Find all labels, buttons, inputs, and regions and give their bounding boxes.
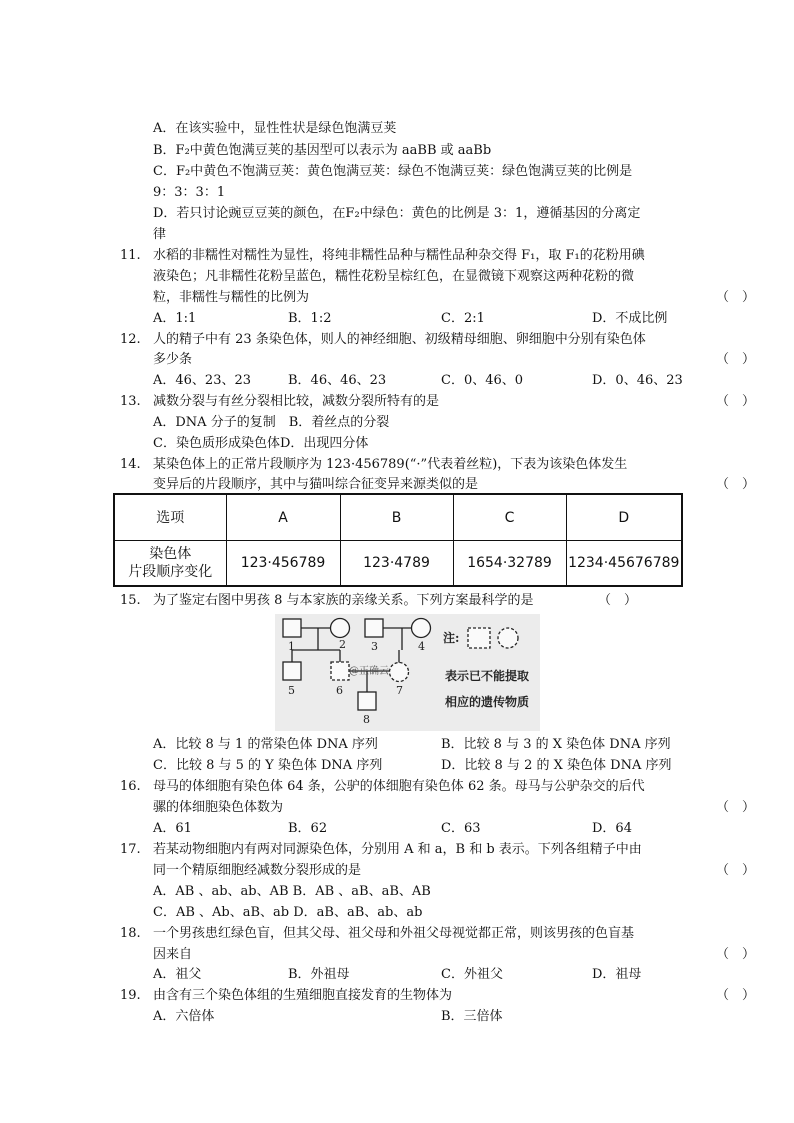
q10-option-d-cont: 律 (153, 227, 167, 242)
table-header-cell: D (566, 494, 682, 541)
pedigree-label-8: 8 (363, 713, 370, 726)
q18-option-c: C．外祖父 (441, 967, 503, 982)
q17-stem-line1: 若某动物细胞内有两对同源染色体，分别用 A 和 a，B 和 b 表示。下列各组精子中由 (153, 842, 642, 857)
q17-options-ab: A．AB 、ab、ab、AB B．AB 、aB、aB、AB (153, 884, 431, 899)
table-header-cell: A (226, 494, 340, 541)
legend-dashed-square (468, 628, 490, 648)
table-cell: 123·456789 (226, 541, 340, 587)
q15-option-a: A．比较 8 与 1 的常染色体 DNA 序列 (153, 737, 378, 752)
pedigree-male-1 (283, 619, 301, 637)
q16-answer-bracket: （ ） (716, 800, 756, 815)
q11-stem-line3: 粒，非糯性与糯性的比例为 (153, 290, 310, 305)
q13-options-cd: C．染色质形成染色体D．出现四分体 (153, 436, 369, 451)
q11-stem-line1: 水稻的非糯性对糯性为显性，将纯非糯性品种与糯性品种杂交得 F₁，取 F₁的花粉用碘 (153, 248, 645, 263)
table-row-label (114, 541, 226, 587)
q19-option-a: A．六倍体 (153, 1009, 215, 1024)
q18-stem-line2: 因来自 (153, 947, 193, 962)
q12-answer-bracket: （ ） (716, 352, 756, 367)
q15-stem-line1: 为了鉴定右图中男孩 8 与本家族的亲缘关系。下列方案最科学的是 (153, 593, 534, 608)
pedigree-female-4 (412, 619, 431, 638)
legend-note-line1: 表示已不能提取 (445, 669, 530, 683)
pedigree-label-2: 2 (339, 638, 346, 651)
q14-variation-table (113, 493, 683, 587)
row-label-line2: 片段顺序变化 (128, 564, 213, 580)
q11-option-a: A．1:1 (153, 311, 197, 326)
q17-options-cd: C．AB 、Ab、aB、ab D．aB、aB、ab、ab (153, 905, 423, 920)
q14-number: 14. (120, 457, 141, 472)
q18-answer-bracket: （ ） (716, 947, 756, 962)
q13-options-ab: A．DNA 分子的复制 B．着丝点的分裂 (153, 415, 390, 430)
pedigree-label-4: 4 (418, 640, 425, 653)
q19-number: 19. (120, 988, 141, 1003)
q12-stem-line2: 多少条 (153, 352, 193, 367)
q16-option-c: C．63 (441, 821, 481, 836)
q10-option-c-cont: 9：3：3：1 (153, 185, 226, 200)
pedigree-male-5 (283, 662, 301, 680)
q12-option-a: A．46、23、23 (153, 373, 252, 388)
legend-note-prefix: 注: (443, 631, 460, 645)
pedigree-female-7-dashed (390, 663, 409, 682)
pedigree-male-6-dashed (331, 662, 349, 680)
pedigree-label-3: 3 (371, 640, 378, 653)
table-header-cell: B (340, 494, 453, 541)
q11-option-d: D．不成比例 (592, 311, 668, 326)
q11-option-c: C．2:1 (441, 311, 485, 326)
q14-stem-line2: 变异后的片段顺序，其中与猫叫综合征变异来源类似的是 (153, 477, 479, 492)
q18-option-a: A．祖父 (153, 967, 202, 982)
table-header-cell: C (453, 494, 566, 541)
q18-stem-line1: 一个男孩患红绿色盲，但其父母、祖父母和外祖父母视觉都正常，则该男孩的色盲基 (153, 926, 635, 941)
pedigree-label-5: 5 (288, 684, 295, 697)
q11-number: 11. (120, 248, 141, 263)
pedigree-label-6: 6 (336, 684, 343, 697)
q13-answer-bracket: （ ） (716, 394, 756, 409)
q12-option-b: B．46、46、23 (288, 373, 387, 388)
q16-stem-line1: 母马的体细胞有染色体 64 条，公驴的体细胞有染色体 62 条。母马与公驴杂交的后代 (153, 779, 645, 794)
q19-stem-line1: 由含有三个染色体组的生殖细胞直接发育的生物体为 (153, 988, 453, 1003)
q12-option-c: C．0、46、0 (441, 373, 524, 388)
row-label-line1: 染色体 (149, 546, 192, 562)
q18-option-b: B．外祖母 (288, 967, 350, 982)
q16-number: 16. (120, 779, 141, 794)
pedigree-male-3 (365, 619, 383, 637)
q14-stem-line1: 某染色体上的正常片段顺序为 123·456789(“·”代表着丝粒)，下表为该染色体发生 (153, 457, 628, 472)
q11-answer-bracket: （ ） (716, 290, 756, 305)
q15-option-c: C．比较 8 与 5 的 Y 染色体 DNA 序列 (153, 758, 383, 773)
table-header-row (114, 494, 682, 541)
q19-answer-bracket: （ ） (716, 988, 756, 1003)
watermark: @正确云 (349, 666, 389, 677)
pedigree-lines (292, 628, 412, 692)
q19-option-b: B．三倍体 (441, 1009, 503, 1024)
q16-option-d: D．64 (592, 821, 632, 836)
q10-option-a: A．在该实验中，显性性状是绿色饱满豆荚 (153, 121, 397, 136)
q14-answer-bracket: （ ） (716, 477, 756, 492)
q16-stem-line2: 骡的体细胞染色体数为 (153, 800, 284, 815)
q17-number: 17. (120, 842, 141, 857)
table-cell: 123·4789 (340, 541, 453, 587)
pedigree-female-2 (331, 619, 350, 638)
q15-option-d: D．比较 8 与 2 的 X 染色体 DNA 序列 (441, 758, 672, 773)
q10-option-d: D．若只讨论豌豆豆荚的颜色，在F₂中绿色：黄色的比例是 3：1，遵循基因的分离定 (153, 206, 641, 221)
pedigree-figure (275, 614, 540, 731)
pedigree-label-7: 7 (396, 684, 403, 697)
q13-number: 13. (120, 394, 141, 409)
q15-number: 15. (120, 593, 141, 608)
table-cell: 1234·45676789 (566, 541, 682, 587)
q12-stem-line1: 人的精子中有 23 条染色体，则人的神经细胞、初级精母细胞、卵细胞中分别有染色体 (153, 332, 646, 347)
pedigree-label-1: 1 (288, 640, 295, 653)
pedigree-chart (275, 614, 540, 731)
q12-option-d: D．0、46、23 (592, 373, 683, 388)
q15-option-b: B．比较 8 与 3 的 X 染色体 DNA 序列 (441, 737, 671, 752)
q13-stem-line1: 减数分裂与有丝分裂相比较，减数分裂所特有的是 (153, 394, 440, 409)
table-row (114, 541, 682, 587)
q10-option-c: C．F₂中黄色不饱满豆荚：黄色饱满豆荚：绿色不饱满豆荚：绿色饱满豆荚的比例是 (153, 164, 633, 179)
q10-option-b: B．F₂中黄色饱满豆荚的基因型可以表示为 aaBB 或 aaBb (153, 143, 492, 158)
q17-stem-line2: 同一个精原细胞经减数分裂形成的是 (153, 863, 362, 878)
table-cell: 1654·32789 (453, 541, 566, 587)
q18-option-d: D．祖母 (592, 967, 642, 982)
legend-note-line2: 相应的遗传物质 (445, 695, 530, 709)
legend-dashed-circle (498, 628, 518, 648)
pedigree-male-8 (358, 692, 376, 710)
q16-option-b: B．62 (288, 821, 328, 836)
q15-answer-bracket: （ ） (598, 593, 638, 608)
table-header-cell: 选项 (114, 494, 226, 541)
q11-option-b: B．1:2 (288, 311, 332, 326)
q17-answer-bracket: （ ） (716, 863, 756, 878)
q11-stem-line2: 液染色；凡非糯性花粉呈蓝色，糯性花粉呈棕红色，在显微镜下观察这两种花粉的微 (153, 269, 635, 284)
q16-option-a: A．61 (153, 821, 192, 836)
q18-number: 18. (120, 926, 141, 941)
q12-number: 12. (120, 332, 141, 347)
